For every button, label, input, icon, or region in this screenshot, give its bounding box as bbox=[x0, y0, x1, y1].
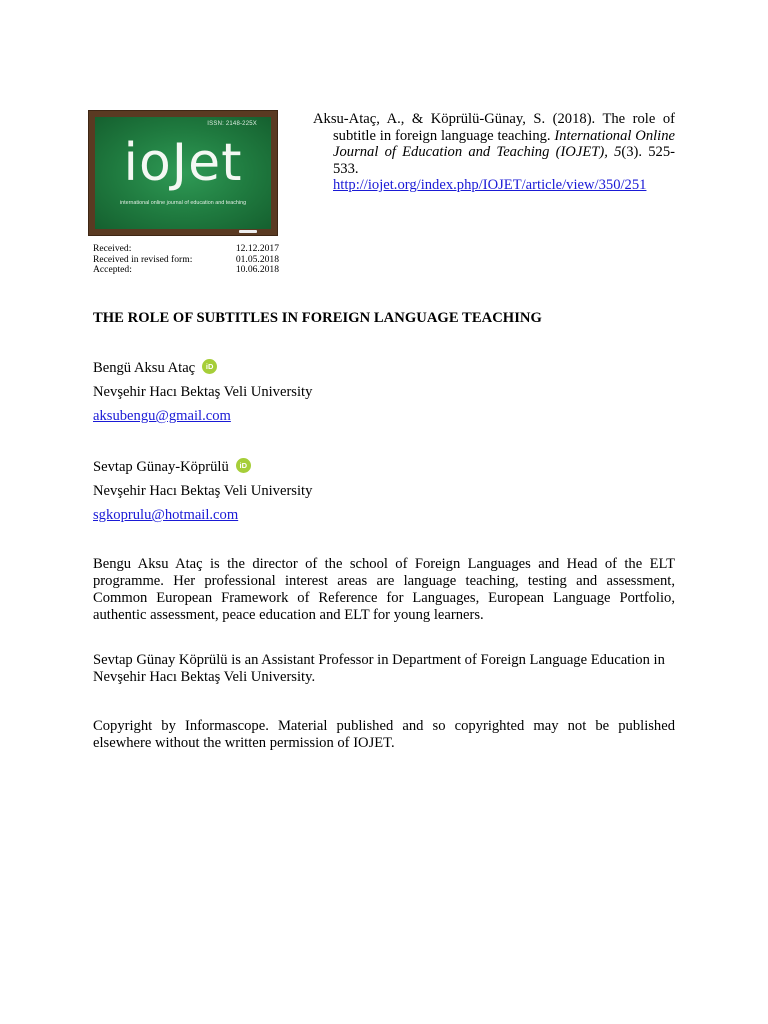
journal-logo bbox=[88, 110, 278, 236]
chalkboard bbox=[95, 117, 271, 229]
copyright-notice: Copyright by Informascope. Material published and so copyrighted may not be published elsewhere without the written permission of IOJET. bbox=[93, 718, 675, 751]
author-name-row bbox=[93, 455, 312, 479]
citation-issue-pages: (3). 525-533. bbox=[333, 144, 675, 177]
author-email-link[interactable]: aksubengu@gmail.com bbox=[93, 408, 231, 424]
article-dates bbox=[93, 244, 279, 276]
date-accepted: Accepted: 10.06.2018 bbox=[93, 264, 279, 276]
logo-tagline: international online journal of education and teaching bbox=[119, 200, 247, 206]
author-block bbox=[93, 356, 312, 428]
citation-journal: International Online Journal of Education and Teaching (IOJET), bbox=[333, 127, 675, 160]
date-received: Received: 12.12.2017 bbox=[93, 243, 279, 254]
chalk-icon bbox=[239, 230, 257, 233]
author-name: Sevtap Günay-Köprülü bbox=[93, 459, 229, 475]
orcid-icon[interactable]: iD bbox=[202, 359, 217, 374]
citation-authors: Aksu-Ataç, A., & Köprülü-Günay, S. (2018). The role of subtitle in foreign language teaching. bbox=[313, 111, 675, 144]
author-email-link[interactable]: sgkoprulu@hotmail.com bbox=[93, 507, 239, 523]
citation bbox=[313, 111, 675, 194]
citation-volume: 5 bbox=[607, 144, 622, 160]
author-name-row bbox=[93, 356, 312, 380]
author-bio: Bengu Aksu Ataç is the director of the school of Foreign Languages and Head of the ELT programme. Her professional interest areas are language teaching, testing and assessment, Common European Framework of Reference for Languages, European Language Portfolio, authentic assessment, peace education and ELT for young learners. bbox=[93, 556, 675, 623]
author-name: Bengü Aksu Ataç bbox=[93, 360, 196, 376]
orcid-icon[interactable]: iD bbox=[236, 458, 251, 473]
author-affiliation: Nevşehir Hacı Bektaş Veli University bbox=[93, 483, 313, 499]
author-block bbox=[93, 455, 312, 527]
author-affiliation: Nevşehir Hacı Bektaş Veli University bbox=[93, 384, 313, 400]
logo-wordmark: ioJet bbox=[123, 133, 243, 193]
citation-url-link[interactable]: http://iojet.org/index.php/IOJET/article/view/350/251 bbox=[333, 177, 647, 193]
logo-issn: ISSN: 2148-225X bbox=[207, 121, 257, 127]
date-revised: Received in revised form: 01.05.2018 bbox=[93, 253, 279, 265]
article-title: THE ROLE OF SUBTITLES IN FOREIGN LANGUAGE TEACHING bbox=[93, 310, 542, 326]
author-bio: Sevtap Günay Köprülü is an Assistant Professor in Department of Foreign Language Education in Nevşehir Hacı Bektaş Veli University. bbox=[93, 652, 665, 685]
